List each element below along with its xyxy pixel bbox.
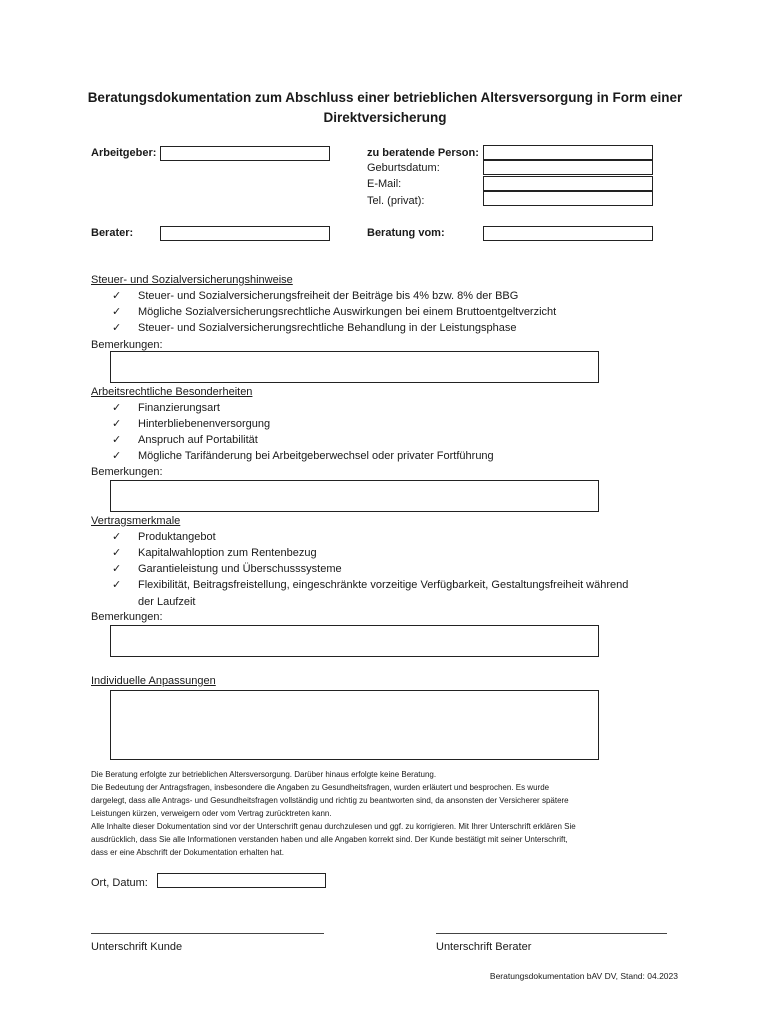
document-title: Beratungsdokumentation zum Abschluss einer betrieblichen Altersversorgung in Form einer Direktversicherung xyxy=(87,90,683,125)
remarks-label: Bemerkungen: xyxy=(91,339,163,351)
tel-field[interactable] xyxy=(483,191,653,206)
disclaimer-text xyxy=(91,768,681,859)
arbeitgeber-label: Arbeitgeber: xyxy=(91,147,157,159)
list-item: Steuer- und Sozialversicherungsfreiheit der Beiträge bis 4% bzw. 8% der BBG xyxy=(138,290,519,302)
individual-adjustments-field[interactable] xyxy=(110,690,599,760)
disclaimer-line: ausdrücklich, dass Sie alle Informationen verstanden haben und alle Angaben korrekt sind. Der Kunde bestätigt mit seiner Unterschrift, xyxy=(91,835,568,844)
footer-version: Beratungsdokumentation bAV DV, Stand: 04.2023 xyxy=(489,971,678,981)
list-item: Hinterbliebenenversorgung xyxy=(138,418,271,430)
disclaimer-line: Die Beratung erfolgte zur betrieblichen Altersversorgung. Darüber hinaus erfolgte keine Beratung. xyxy=(91,770,437,779)
list-item: Produktangebot xyxy=(138,531,216,543)
list-item: Anspruch auf Portabilität xyxy=(138,434,258,446)
remarks-field-arbeitsrecht[interactable] xyxy=(110,480,599,512)
beratung-vom-label: Beratung vom: xyxy=(367,227,445,239)
disclaimer-line: dargelegt, dass alle Antrags- und Gesundheitsfragen vollständig und richtig zu beantworten sind, da ansonsten der Versicherer spätere xyxy=(91,796,569,805)
geburtsdatum-label: Geburtsdatum: xyxy=(367,162,440,174)
check-icon: ✓ xyxy=(112,547,122,559)
list-item: Kapitalwahloption zum Rentenbezug xyxy=(138,547,317,559)
check-icon: ✓ xyxy=(112,418,122,430)
email-label: E-Mail: xyxy=(367,178,402,190)
list-item: Mögliche Sozialversicherungsrechtliche Auswirkungen bei einem Bruttoentgeltverzicht xyxy=(138,306,557,318)
arbeitgeber-field[interactable] xyxy=(160,146,330,161)
ort-datum-label: Ort, Datum: xyxy=(91,877,148,889)
check-icon: ✓ xyxy=(112,450,122,462)
beratung-vom-field[interactable] xyxy=(483,226,653,241)
list-item: Steuer- und Sozialversicherungsrechtliche Behandlung in der Leistungsphase xyxy=(138,322,517,334)
list-item: Mögliche Tarifänderung bei Arbeitgeberwechsel oder privater Fortführung xyxy=(138,450,494,462)
geburtsdatum-field[interactable] xyxy=(483,160,653,175)
disclaimer-line: dass er eine Abschrift der Dokumentation erhalten hat. xyxy=(91,848,284,857)
signature-line-customer[interactable] xyxy=(91,933,324,934)
tel-label: Tel. (privat): xyxy=(367,195,425,207)
person-label: zu beratende Person: xyxy=(367,147,479,159)
check-icon: ✓ xyxy=(112,306,122,318)
remarks-field-vertrag[interactable] xyxy=(110,625,599,657)
signature-line-advisor[interactable] xyxy=(436,933,667,934)
email-field[interactable] xyxy=(483,176,653,191)
list-item: Garantieleistung und Überschusssysteme xyxy=(138,563,342,575)
remarks-label: Bemerkungen: xyxy=(91,466,163,478)
check-icon: ✓ xyxy=(112,402,122,414)
check-icon: ✓ xyxy=(112,563,122,575)
section-title-vertrag: Vertragsmerkmale xyxy=(91,515,181,527)
remarks-label: Bemerkungen: xyxy=(91,611,163,623)
ort-datum-field[interactable] xyxy=(157,873,326,888)
section-title-arbeitsrecht: Arbeitsrechtliche Besonderheiten xyxy=(91,386,253,398)
section-title-steuer: Steuer- und Sozialversicherungshinweise xyxy=(91,274,293,286)
check-icon: ✓ xyxy=(112,322,122,334)
check-icon: ✓ xyxy=(112,290,122,302)
list-item: Finanzierungsart xyxy=(138,402,220,414)
list-item: Flexibilität, Beitragsfreistellung, eingeschränkte vorzeitige Verfügbarkeit, Gestaltungsfreiheit während xyxy=(138,579,629,591)
disclaimer-line: Leistungen kürzen, verweigern oder vom Vertrag zurücktreten kann. xyxy=(91,809,332,818)
disclaimer-line: Alle Inhalte dieser Dokumentation sind vor der Unterschrift genau durchzulesen und ggf. zu korrigieren. Mit Ihrer Unterschrift erklären Sie xyxy=(91,822,576,831)
signature-label-customer: Unterschrift Kunde xyxy=(91,941,183,953)
signature-label-advisor: Unterschrift Berater xyxy=(436,941,532,953)
check-icon: ✓ xyxy=(112,579,122,591)
disclaimer-line: Die Bedeutung der Antragsfragen, insbesondere die Angaben zu Gesundheitsfragen, wurden erläutert und besprochen. Es wurde xyxy=(91,783,550,792)
remarks-field-steuer[interactable] xyxy=(110,351,599,383)
check-icon: ✓ xyxy=(112,434,122,446)
section-title-individuell: Individuelle Anpassungen xyxy=(91,675,216,687)
person-field[interactable] xyxy=(483,145,653,160)
check-icon: ✓ xyxy=(112,531,122,543)
list-item-continuation: der Laufzeit xyxy=(138,596,196,608)
berater-field[interactable] xyxy=(160,226,330,241)
berater-label: Berater: xyxy=(91,227,134,239)
